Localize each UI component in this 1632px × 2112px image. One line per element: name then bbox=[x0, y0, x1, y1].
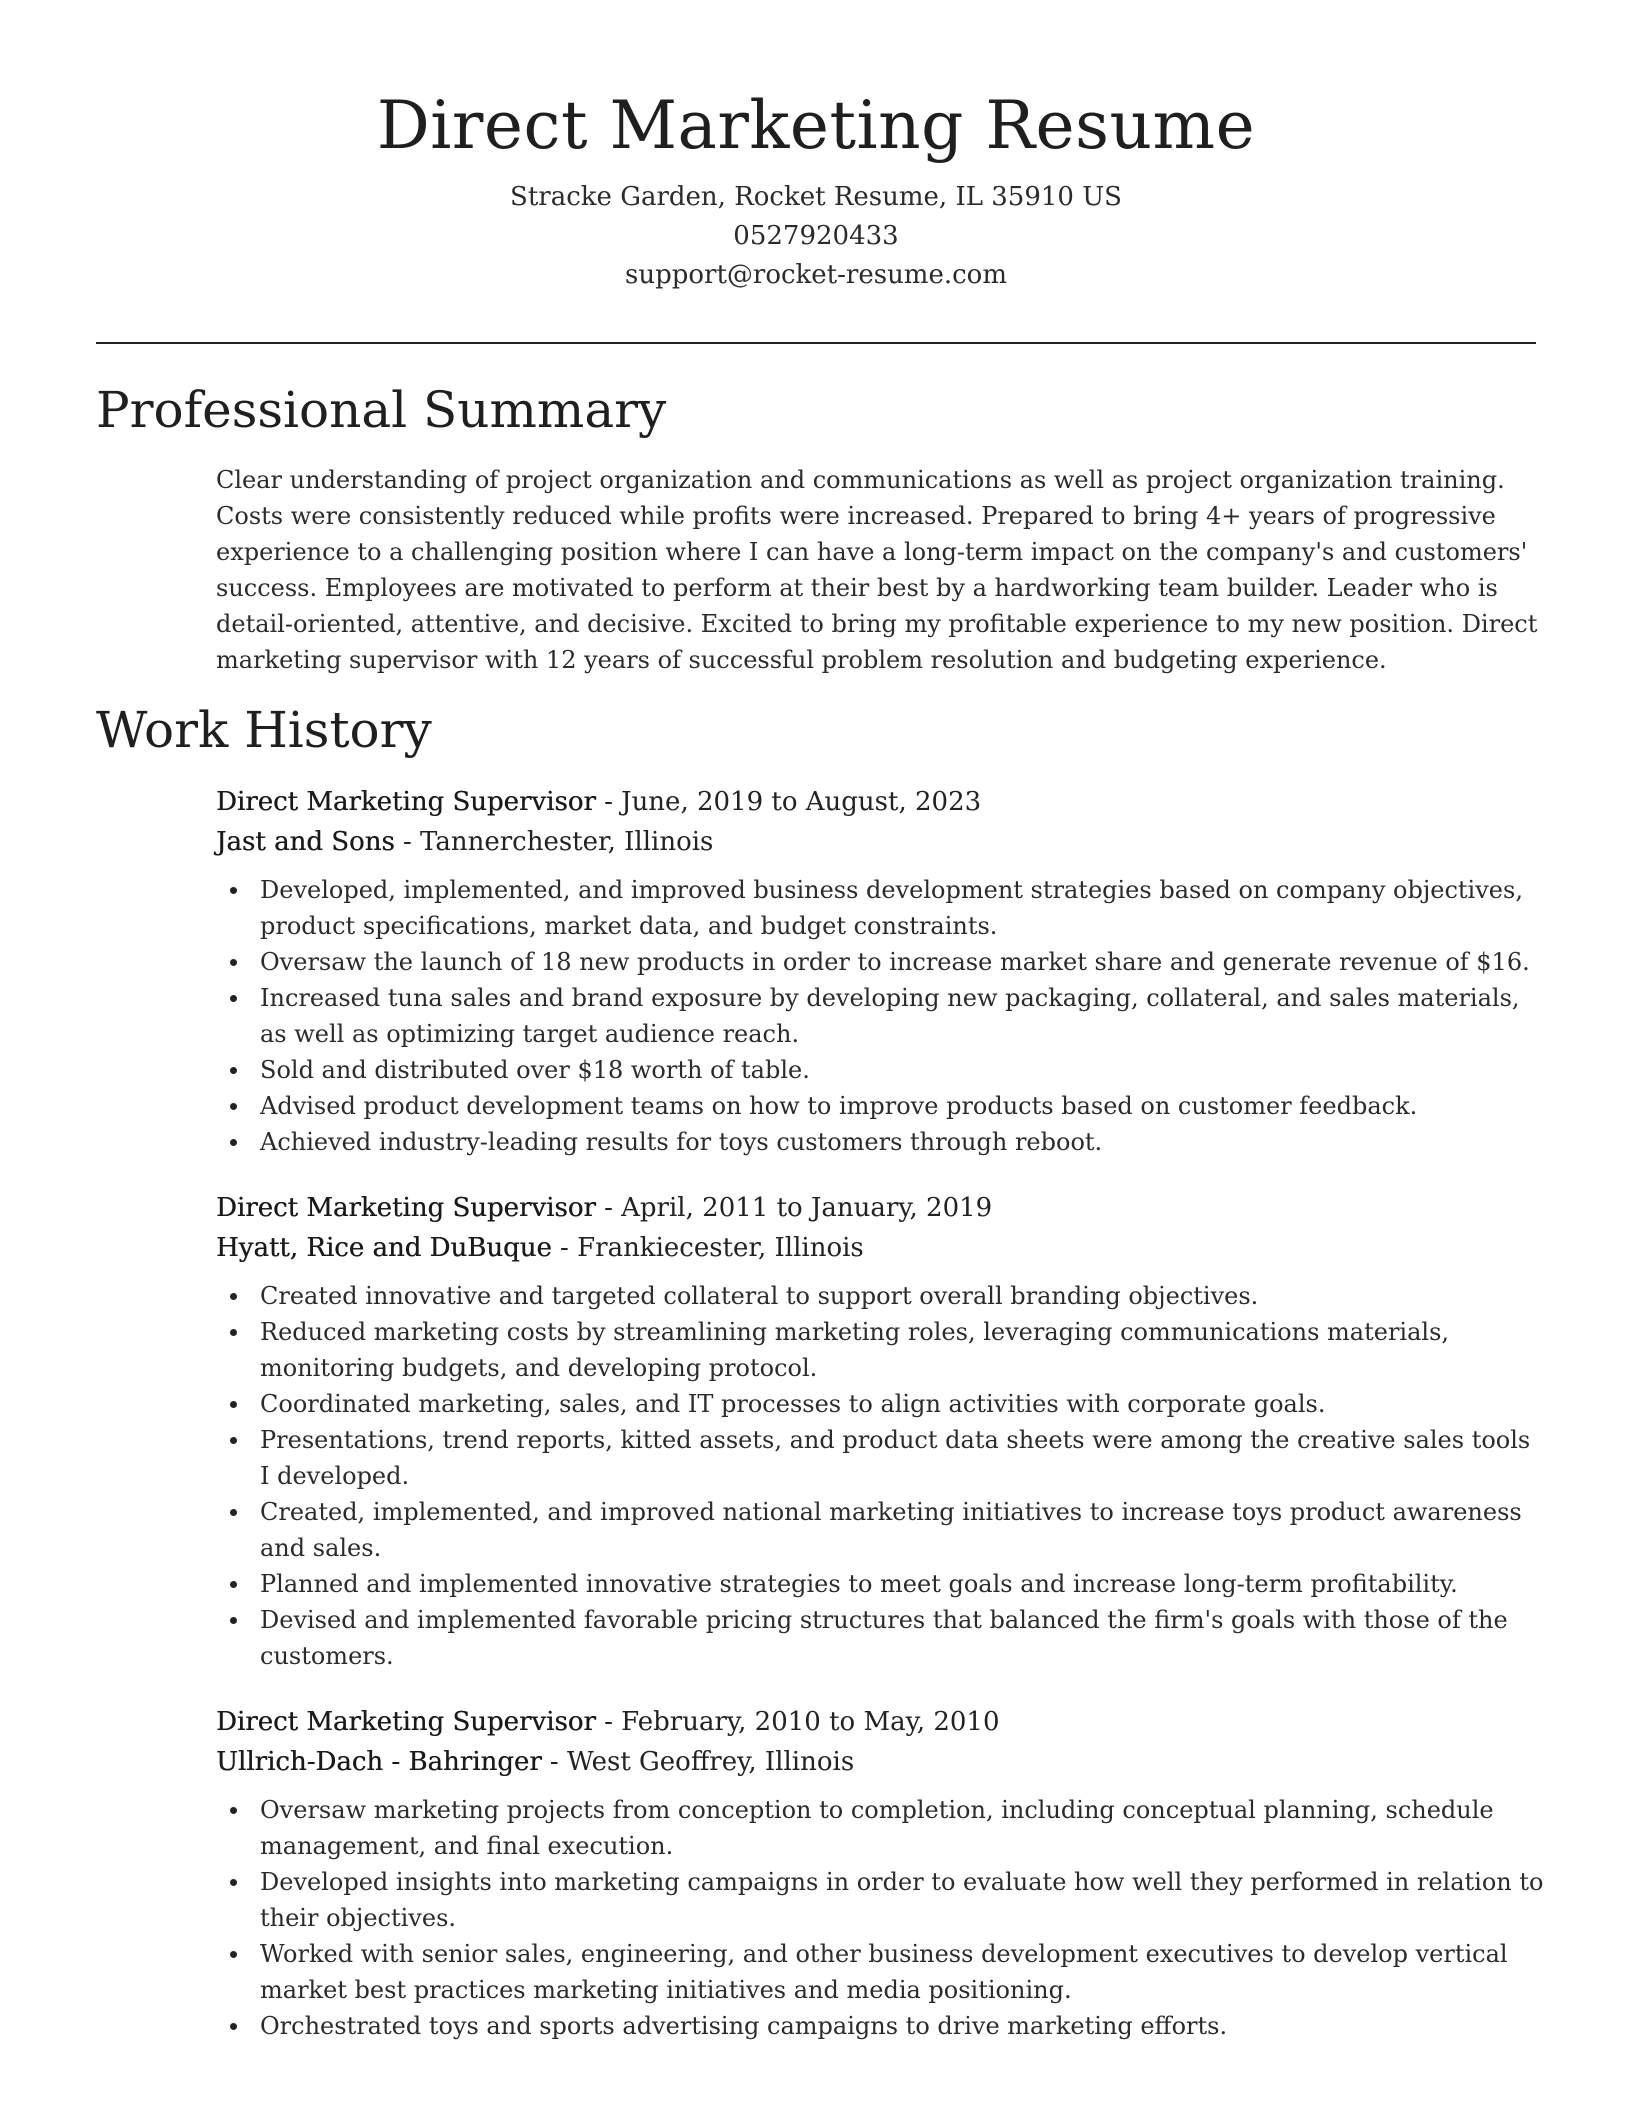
job-role: Direct Marketing Supervisor bbox=[216, 787, 596, 817]
job-bullet-list bbox=[216, 1792, 1546, 2044]
resume-header bbox=[0, 0, 1632, 295]
job-location: West Geoffrey, Illinois bbox=[566, 1747, 855, 1777]
job-company-line bbox=[216, 822, 1546, 862]
bullet-icon bbox=[230, 1103, 237, 1110]
list-item bbox=[216, 1494, 1546, 1566]
job-entry bbox=[216, 1188, 1546, 1674]
job-location: Frankiecester, Illinois bbox=[577, 1233, 864, 1263]
bullet-icon bbox=[230, 1581, 237, 1588]
job-dates: April, 2011 to January, 2019 bbox=[621, 1193, 993, 1223]
list-item bbox=[216, 944, 1546, 980]
job-location: Tannerchester, Illinois bbox=[420, 827, 714, 857]
bullet-text: Developed, implemented, and improved business development strategies based on company objectives, product specifications, market data, and budget constraints. bbox=[260, 876, 1523, 940]
bullet-text: Presentations, trend reports, kitted assets, and product data sheets were among the creative sales tools I developed. bbox=[260, 1426, 1531, 1490]
bullet-icon bbox=[230, 1067, 237, 1074]
list-item bbox=[216, 980, 1546, 1052]
bullet-text: Developed insights into marketing campaigns in order to evaluate how well they performed in relation to their objectives. bbox=[260, 1868, 1544, 1932]
bullet-icon bbox=[230, 1879, 237, 1886]
contact-email: support@rocket-resume.com bbox=[624, 260, 1007, 290]
job-role: Direct Marketing Supervisor bbox=[216, 1193, 596, 1223]
bullet-text: Coordinated marketing, sales, and IT processes to align activities with corporate goals. bbox=[260, 1390, 1326, 1418]
bullet-icon bbox=[230, 887, 237, 894]
list-item bbox=[216, 1602, 1546, 1674]
work-history-heading: Work History bbox=[96, 701, 432, 759]
job-title-line bbox=[216, 1188, 1546, 1228]
job-bullet-list bbox=[216, 872, 1546, 1160]
list-item bbox=[216, 1088, 1546, 1124]
bullet-text: Advised product development teams on how to improve products based on customer feedback. bbox=[260, 1092, 1418, 1120]
job-separator: - bbox=[541, 1747, 567, 1777]
job-dates: June, 2019 to August, 2023 bbox=[621, 787, 982, 817]
bullet-icon bbox=[230, 1139, 237, 1146]
job-company-line bbox=[216, 1742, 1546, 1782]
bullet-text: Reduced marketing costs by streamlining marketing roles, leveraging communications materials, monitoring budgets, and developing protocol. bbox=[260, 1318, 1450, 1382]
job-company: Hyatt, Rice and DuBuque bbox=[216, 1233, 552, 1263]
job-title-line bbox=[216, 782, 1546, 822]
bullet-text: Worked with senior sales, engineering, and other business development executives to develop vertical market best practices marketing initiatives and media positioning. bbox=[260, 1940, 1508, 2004]
page-title: Direct Marketing Resume bbox=[376, 87, 1256, 164]
job-company: Ullrich-Dach - Bahringer bbox=[216, 1747, 542, 1777]
bullet-icon bbox=[230, 1951, 237, 1958]
list-item bbox=[216, 1422, 1546, 1494]
job-dates: February, 2010 to May, 2010 bbox=[621, 1707, 1000, 1737]
bullet-icon bbox=[230, 1293, 237, 1300]
job-entry bbox=[216, 1702, 1546, 2044]
contact-phone: 0527920433 bbox=[733, 221, 899, 251]
list-item bbox=[216, 1124, 1546, 1160]
bullet-text: Orchestrated toys and sports advertising campaigns to drive marketing efforts. bbox=[260, 2012, 1228, 2040]
bullet-icon bbox=[230, 995, 237, 1002]
bullet-icon bbox=[230, 1617, 237, 1624]
bullet-text: Increased tuna sales and brand exposure by developing new packaging, collateral, and sales materials, as well as optimizing target audience reach. bbox=[260, 984, 1520, 1048]
job-company-line bbox=[216, 1228, 1546, 1268]
job-separator: - bbox=[394, 827, 421, 857]
job-separator: - bbox=[551, 1233, 578, 1263]
bullet-icon bbox=[230, 1437, 237, 1444]
contact-info bbox=[0, 178, 1632, 295]
job-separator: - bbox=[595, 1193, 622, 1223]
list-item bbox=[216, 1792, 1546, 1864]
summary-heading: Professional Summary bbox=[96, 381, 667, 439]
bullet-icon bbox=[230, 1807, 237, 1814]
bullet-text: Achieved industry-leading results for toys customers through reboot. bbox=[260, 1128, 1103, 1156]
bullet-text: Created innovative and targeted collateral to support overall branding objectives. bbox=[260, 1282, 1259, 1310]
list-item bbox=[216, 1278, 1546, 1314]
list-item bbox=[216, 1386, 1546, 1422]
job-separator: - bbox=[595, 787, 622, 817]
bullet-text: Devised and implemented favorable pricing structures that balanced the firm's goals with those of the customers. bbox=[260, 1606, 1508, 1670]
job-entry bbox=[216, 782, 1546, 1160]
job-title-line bbox=[216, 1702, 1546, 1742]
bullet-icon bbox=[230, 959, 237, 966]
job-role: Direct Marketing Supervisor bbox=[216, 1707, 596, 1737]
header-divider bbox=[96, 342, 1536, 344]
list-item bbox=[216, 1864, 1546, 1936]
bullet-text: Sold and distributed over $18 worth of table. bbox=[260, 1056, 810, 1084]
bullet-icon bbox=[230, 1509, 237, 1516]
bullet-icon bbox=[230, 2023, 237, 2030]
bullet-text: Planned and implemented innovative strategies to meet goals and increase long-term profitability. bbox=[260, 1570, 1458, 1598]
list-item bbox=[216, 1052, 1546, 1088]
list-item bbox=[216, 1314, 1546, 1386]
bullet-text: Oversaw the launch of 18 new products in order to increase market share and generate revenue of $16. bbox=[260, 948, 1530, 976]
bullet-icon bbox=[230, 1401, 237, 1408]
list-item bbox=[216, 872, 1546, 944]
job-company: Jast and Sons bbox=[216, 827, 395, 857]
contact-address: Stracke Garden, Rocket Resume, IL 35910 US bbox=[510, 182, 1122, 212]
list-item bbox=[216, 1936, 1546, 2008]
list-item bbox=[216, 1566, 1546, 1602]
job-bullet-list bbox=[216, 1278, 1546, 1674]
summary-text: Clear understanding of project organization and communications as well as project organization training. Costs were consistently reduced while profits were increased. Prepared to bring 4+ years of progressive experience to a challenging position where I can have a long-term impact on the company's and customers' success. Employees are motivated to perform at their best by a hardworking team builder. Leader who is detail-oriented, attentive, and decisive. Excited to bring my profitable experience to my new position. Direct marketing supervisor with 12 years of successful problem resolution and budgeting experience. bbox=[216, 466, 1538, 674]
job-separator: - bbox=[595, 1707, 622, 1737]
bullet-text: Oversaw marketing projects from conception to completion, including conceptual planning, schedule management, and final execution. bbox=[260, 1796, 1494, 1860]
bullet-text: Created, implemented, and improved national marketing initiatives to increase toys product awareness and sales. bbox=[260, 1498, 1522, 1562]
bullet-icon bbox=[230, 1329, 237, 1336]
list-item bbox=[216, 2008, 1546, 2044]
work-history-list bbox=[216, 782, 1546, 2072]
